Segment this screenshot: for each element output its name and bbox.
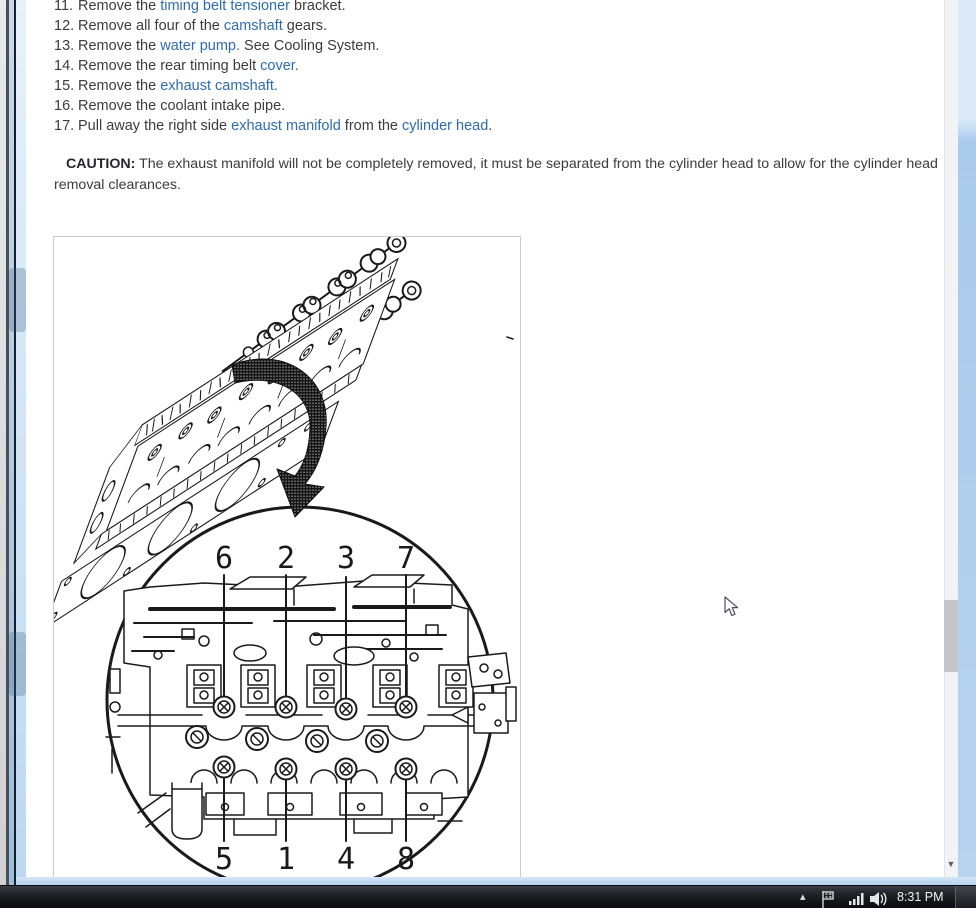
bolt-number: 1	[276, 842, 296, 877]
step-number: 14.	[54, 58, 75, 74]
border-reflection	[9, 632, 26, 696]
doc-text: from the	[340, 118, 403, 134]
scrollbar-down-arrow[interactable]: ▼	[946, 859, 956, 869]
vertical-scrollbar[interactable]	[944, 0, 958, 877]
doc-text: Pull away the right side	[78, 118, 232, 134]
caution-paragraph	[54, 154, 944, 196]
doc-link[interactable]: cover.	[260, 58, 299, 74]
procedure-step	[54, 16, 934, 36]
doc-text: bracket.	[289, 0, 346, 14]
bolt-number: 4	[336, 842, 356, 877]
step-number: 13.	[54, 38, 75, 54]
border-reflection	[9, 268, 26, 332]
volume-icon[interactable]	[868, 889, 888, 908]
network-icon[interactable]	[848, 891, 866, 908]
procedure-step	[54, 36, 934, 56]
window-border-bottom	[16, 877, 976, 885]
procedure-step	[54, 96, 934, 116]
doc-text: Remove all four of the	[78, 18, 224, 34]
bolt-number: 6	[214, 541, 234, 576]
show-hidden-icons-icon[interactable]: ▴	[800, 891, 806, 903]
taskbar-clock[interactable]: 8:31 PM	[897, 890, 944, 904]
taskbar[interactable]	[0, 885, 976, 908]
doc-link[interactable]: timing belt tensioner	[160, 0, 290, 14]
doc-text: Remove the	[78, 38, 161, 54]
doc-link[interactable]: exhaust manifold	[231, 118, 341, 134]
doc-text: Remove the coolant intake pipe.	[78, 98, 286, 114]
doc-text: gears.	[282, 18, 328, 34]
bolt-number: 7	[396, 541, 416, 576]
window-border-right	[958, 0, 976, 886]
mouse-cursor	[724, 596, 742, 620]
procedure-list	[54, 0, 934, 136]
window-border-left	[16, 0, 26, 886]
doc-text: See Cooling System.	[240, 38, 380, 54]
doc-text: .	[488, 118, 493, 134]
doc-text: Remove the	[78, 0, 161, 14]
show-desktop-button[interactable]	[955, 886, 976, 908]
bolt-number: 5	[214, 842, 234, 877]
step-number: 11.	[54, 0, 74, 14]
caution-text: The exhaust manifold will not be completely removed, it must be separated from the cylinder head to allow for the cylinder head removal clearances.	[54, 156, 938, 193]
step-number: 12.	[54, 18, 75, 34]
procedure-step	[54, 76, 934, 96]
procedure-step	[54, 0, 934, 16]
doc-text: Remove the rear timing belt	[78, 58, 261, 74]
figure-box	[53, 236, 521, 877]
doc-link[interactable]: cylinder head	[402, 118, 489, 134]
bolt-number: 3	[336, 541, 356, 576]
step-number: 15.	[54, 78, 75, 94]
doc-link[interactable]: water pump.	[160, 38, 241, 54]
procedure-step	[54, 116, 934, 136]
bolt-number: 8	[396, 842, 416, 877]
scrollbar-thumb[interactable]	[944, 600, 958, 672]
doc-link[interactable]: camshaft	[223, 18, 283, 34]
document-viewport	[26, 0, 944, 877]
procedure-step	[54, 56, 934, 76]
caution-label: CAUTION:	[66, 156, 136, 172]
step-number: 16.	[54, 98, 75, 114]
bolt-number: 2	[276, 541, 296, 576]
action-center-icon[interactable]	[820, 889, 836, 908]
doc-text: Remove the	[78, 78, 161, 94]
step-number: 17.	[54, 118, 75, 134]
doc-link[interactable]: exhaust camshaft.	[160, 78, 278, 94]
engine-diagram	[54, 237, 520, 877]
